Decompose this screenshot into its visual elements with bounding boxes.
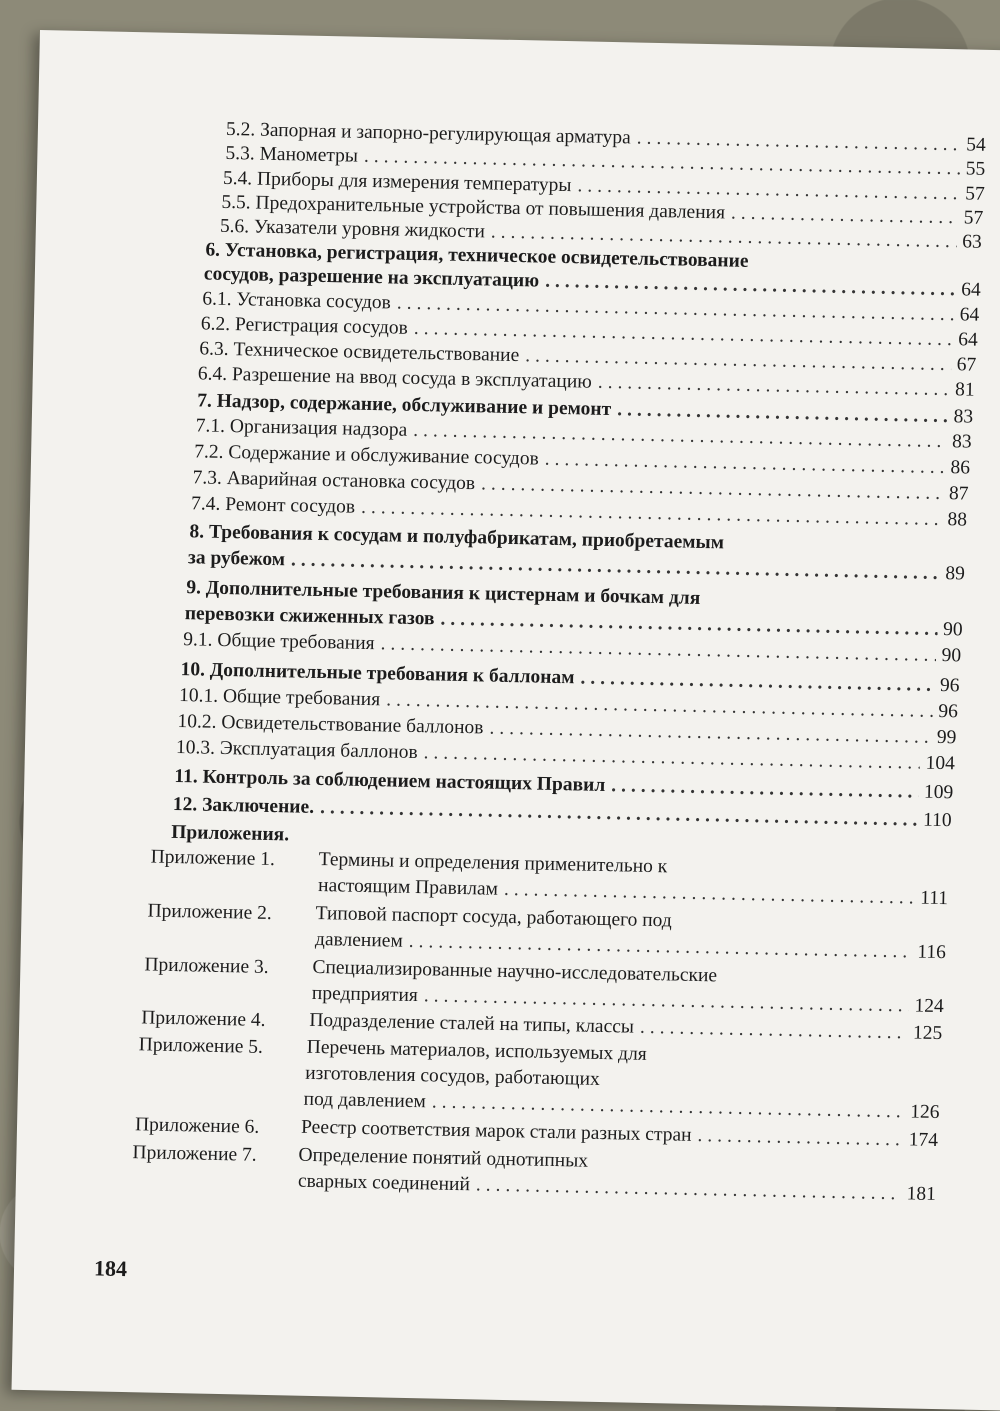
- toc-entry-title: 10.1. Общие требования: [178, 685, 381, 711]
- toc-entry-title: 5.4. Приборы для измерения температуры: [222, 167, 572, 197]
- toc-entry-page: 88: [947, 509, 968, 531]
- toc-entry-title: 10. Дополнительные требования к баллонам: [180, 659, 575, 689]
- toc-entry-page: 124: [914, 995, 944, 1018]
- toc-entry-page: 86: [950, 457, 971, 479]
- appendices-heading: Приложения.: [171, 821, 290, 846]
- toc-entry-title: 6.3. Техническое освидетельствование: [199, 338, 520, 367]
- toc-entry-page: 89: [945, 563, 966, 585]
- toc-entry-title: 10.2. Освидетельствование баллонов: [177, 711, 484, 739]
- appendix-title-cont: настоящим Правилам: [317, 875, 499, 900]
- toc-entry-page: 54: [966, 134, 987, 156]
- appendix-title-cont: предприятия: [311, 982, 419, 1007]
- appendix-title: Определение понятий однотипных: [298, 1144, 589, 1172]
- appendix-title: Типовой паспорт сосуда, работающего под: [315, 902, 672, 932]
- toc-entry-page: 110: [922, 809, 952, 832]
- toc-entry-page: 55: [965, 158, 986, 180]
- toc-entry-page: 67: [956, 354, 977, 376]
- toc-section-title: 9. Дополнительные требования к цистернам и бочкам для: [186, 577, 701, 609]
- toc-entry-title: 5.2. Запорная и запорно-регулирующая арматура: [225, 118, 631, 149]
- toc-entry-page: 64: [959, 304, 980, 326]
- appendix-title: Реестр соответствия марок стали разных стран: [300, 1116, 692, 1146]
- toc-entry-page: 111: [919, 887, 949, 910]
- toc-entry-title: 10.3. Эксплуатация баллонов: [175, 737, 418, 764]
- toc-entry-page: 109: [923, 781, 954, 804]
- toc-entry-title: 5.5. Предохранительные устройства от повышения давления: [221, 191, 726, 224]
- toc-entry-title: 7. Надзор, содержание, обслуживание и ремонт: [197, 390, 612, 421]
- appendix-label: Приложение 1.: [150, 846, 276, 871]
- appendix-label: Приложение 4.: [141, 1007, 266, 1031]
- toc-entry-title: 9.1. Общие требования: [183, 629, 375, 655]
- toc-entry-page: 57: [963, 207, 984, 229]
- toc-entry-title: 6.4. Разрешение на ввод сосуда в эксплуатацию: [197, 363, 593, 393]
- table-of-contents: [12, 30, 1000, 1391]
- page-number: 184: [93, 1255, 128, 1282]
- toc-entry-page: 104: [925, 752, 956, 775]
- toc-section-title: 8. Требования к сосудам и полуфабрикатам, приобретаемым: [189, 521, 725, 554]
- toc-entry-page: 96: [938, 700, 959, 723]
- toc-entry-title: перевозки сжиженных газов: [184, 603, 435, 630]
- toc-entry-title: 12. Заключение.: [172, 793, 315, 818]
- appendix-label: Приложение 6.: [134, 1114, 260, 1138]
- toc-entry-page: 174: [908, 1129, 939, 1152]
- appendix-title: Перечень материалов, используемых для: [306, 1036, 647, 1065]
- appendix-title-cont: сварных соединений: [297, 1170, 471, 1196]
- toc-entry-page: 90: [941, 645, 962, 667]
- appendix-title: Термины и определения применительно к: [318, 849, 668, 878]
- appendix-label: Приложение 2.: [147, 900, 272, 925]
- appendix-title-cont: под давлением: [303, 1088, 427, 1113]
- toc-entry-page: 116: [917, 941, 947, 964]
- appendix-title-cont: давлением: [314, 928, 403, 952]
- appendix-title: Специализированные научно-исследовательские: [312, 956, 718, 987]
- toc-entry-title: 7.1. Организация надзора: [195, 415, 408, 441]
- appendix-label: Приложение 3.: [144, 954, 269, 978]
- toc-entry-page: 63: [962, 231, 982, 253]
- toc-entry-title: сосудов, разрешение на эксплуатацию: [203, 263, 540, 292]
- toc-entry-title: 7.4. Ремонт сосудов: [190, 493, 356, 518]
- appendix-entry: [298, 1170, 936, 1207]
- toc-entry-page: 64: [961, 279, 981, 301]
- toc-entry-title: 11. Контроль за соблюдением настоящих Правил: [174, 765, 606, 797]
- toc-section-title: 6. Установка, регистрация, техническое освидетельствование: [205, 239, 749, 272]
- toc-entry-title: 5.3. Манометры: [225, 142, 359, 167]
- toc-entry-title: за рубежом: [187, 547, 286, 571]
- toc-entry-page: 96: [939, 674, 960, 697]
- toc-entry-page: 57: [965, 183, 985, 205]
- appendix-label: Приложение 7.: [132, 1142, 257, 1166]
- appendix-title: Подразделение сталей на типы, классы: [309, 1009, 635, 1038]
- toc-entry-page: 125: [912, 1022, 943, 1045]
- toc-entry-title: 5.6. Указатели уровня жидкости: [219, 215, 486, 243]
- toc-entry-page: 90: [942, 619, 963, 641]
- appendix-label: Приложение 5.: [138, 1034, 264, 1058]
- toc-entry-page: 64: [957, 329, 978, 351]
- book-page: [12, 30, 1000, 1411]
- toc-entry-page: 126: [910, 1101, 940, 1124]
- toc-entry-title: 6.2. Регистрация сосудов: [200, 313, 409, 339]
- toc-entry-page: 87: [948, 483, 969, 505]
- appendix-title-cont: изготовления сосудов, работающих: [304, 1062, 601, 1090]
- toc-entry-page: 83: [951, 431, 972, 453]
- toc-entry-page: 181: [906, 1183, 937, 1206]
- toc-entry-title: 6.1. Установка сосудов: [202, 288, 392, 314]
- toc-entry-page: 81: [954, 379, 975, 401]
- toc-entry-page: 99: [936, 726, 957, 749]
- toc-entry-title: 7.3. Аварийная остановка сосудов: [192, 467, 476, 495]
- toc-entry-title: 7.2. Содержание и обслуживание сосудов: [193, 441, 539, 470]
- toc-entry-page: 83: [953, 406, 974, 428]
